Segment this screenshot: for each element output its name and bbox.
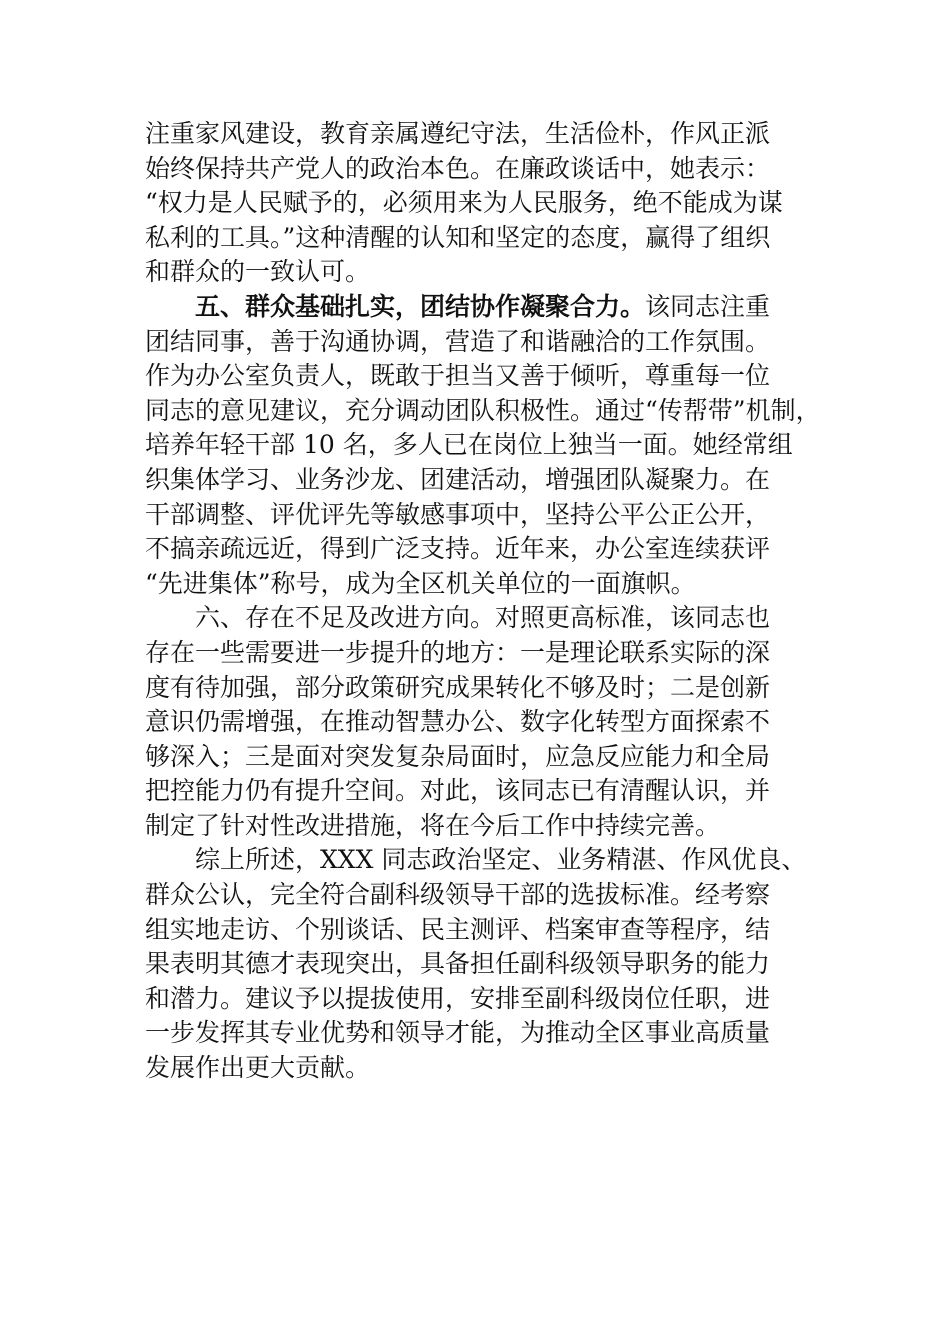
text-line	[145, 705, 835, 740]
text-line	[145, 221, 835, 256]
text-segment: 发展作出更大贡献。	[145, 1053, 371, 1083]
text-line	[145, 1016, 835, 1051]
text-segment: 作为办公室负责人，既敢于担当又善于倾听，尊重每一位	[145, 361, 771, 391]
text-segment: 一步发挥其专业优势和领导才能，为推动全区事业高质量	[145, 1018, 771, 1048]
text-line	[145, 809, 835, 844]
text-line	[145, 740, 835, 775]
text-segment: “权力是人民赋予的，必须用来为人民服务，绝不能成为谋	[145, 188, 783, 218]
text-segment: 意识仍需增强，在推动智慧办公、数字化转型方面探索不	[145, 707, 771, 737]
text-line	[145, 498, 835, 533]
text-line	[145, 463, 835, 498]
text-line	[145, 117, 835, 152]
text-line	[145, 843, 835, 878]
text-segment: 制定了针对性改进措施，将在今后工作中持续完善。	[145, 810, 721, 840]
text-line	[145, 255, 835, 290]
text-line	[145, 878, 835, 913]
text-segment: 组实地走访、个别谈话、民主测评、档案审查等程序，结	[145, 914, 771, 944]
text-segment: 团结同事，善于沟通协调，营造了和谐融洽的工作氛围。	[145, 326, 771, 356]
text-segment: 把控能力仍有提升空间。对此，该同志已有清醒认识，并	[145, 776, 771, 806]
text-segment: 干部调整、评优评先等敏感事项中，坚持公平公正公开，	[145, 499, 771, 529]
text-segment: 够深入；三是面对突发复杂局面时，应急反应能力和全局	[145, 741, 771, 771]
paragraph-conclusion	[145, 843, 835, 1085]
text-segment: 同志的意见建议，充分调动团队积极性。通过“传帮带”机制，	[145, 395, 821, 425]
text-segment: 度有待加强，部分政策研究成果转化不够及时；二是创新	[145, 672, 771, 702]
text-segment: 培养年轻干部 10 名，多人已在岗位上独当一面。她经常组	[145, 430, 793, 460]
document-body	[145, 117, 835, 1086]
text-segment: “先进集体”称号，成为全区机关单位的一面旗帜。	[145, 568, 696, 598]
text-segment: 私利的工具。”这种清醒的认知和坚定的态度，赢得了组织	[145, 222, 771, 252]
text-segment: 果表明其德才表现突出，具备担任副科级领导职务的能力	[145, 949, 771, 979]
text-line	[145, 636, 835, 671]
paragraph-section-five	[145, 290, 835, 601]
text-segment: 注重家风建设，教育亲属遵纪守法，生活俭朴，作风正派	[145, 119, 771, 148]
text-line	[145, 567, 835, 602]
section-heading: 五、群众基础扎实，团结协作凝聚合力。	[195, 291, 646, 321]
text-line	[145, 601, 835, 636]
text-line	[145, 359, 835, 394]
text-segment: 始终保持共产党人的政治本色。在廉政谈话中，她表示：	[145, 153, 771, 183]
text-line	[145, 1051, 835, 1086]
paragraph-continuation	[145, 117, 835, 290]
text-line	[145, 947, 835, 982]
text-line	[145, 982, 835, 1017]
text-segment: 和群众的一致认可。	[145, 257, 371, 287]
text-line	[145, 290, 835, 325]
text-segment: 和潜力。建议予以提拔使用，安排至副科级岗位任职，进	[145, 983, 771, 1013]
text-line	[145, 325, 835, 360]
text-segment: 存在一些需要进一步提升的地方：一是理论联系实际的深	[145, 637, 771, 667]
text-segment: 该同志注重	[645, 291, 771, 321]
text-line	[145, 394, 835, 429]
text-line	[145, 186, 835, 221]
paragraph-section-six	[145, 601, 835, 843]
text-segment: 六、存在不足及改进方向。对照更高标准，该同志也	[195, 603, 771, 633]
text-segment: 群众公认，完全符合副科级领导干部的选拔标准。经考察	[145, 880, 771, 910]
text-segment: 综上所述，XXX 同志政治坚定、业务精湛、作风优良、	[195, 845, 807, 875]
text-line	[145, 774, 835, 809]
text-segment: 不搞亲疏远近，得到广泛支持。近年来，办公室连续获评	[145, 534, 771, 564]
text-line	[145, 532, 835, 567]
text-line	[145, 671, 835, 706]
text-line	[145, 428, 835, 463]
text-segment: 织集体学习、业务沙龙、团建活动，增强团队凝聚力。在	[145, 464, 771, 494]
text-line	[145, 152, 835, 187]
text-line	[145, 913, 835, 948]
